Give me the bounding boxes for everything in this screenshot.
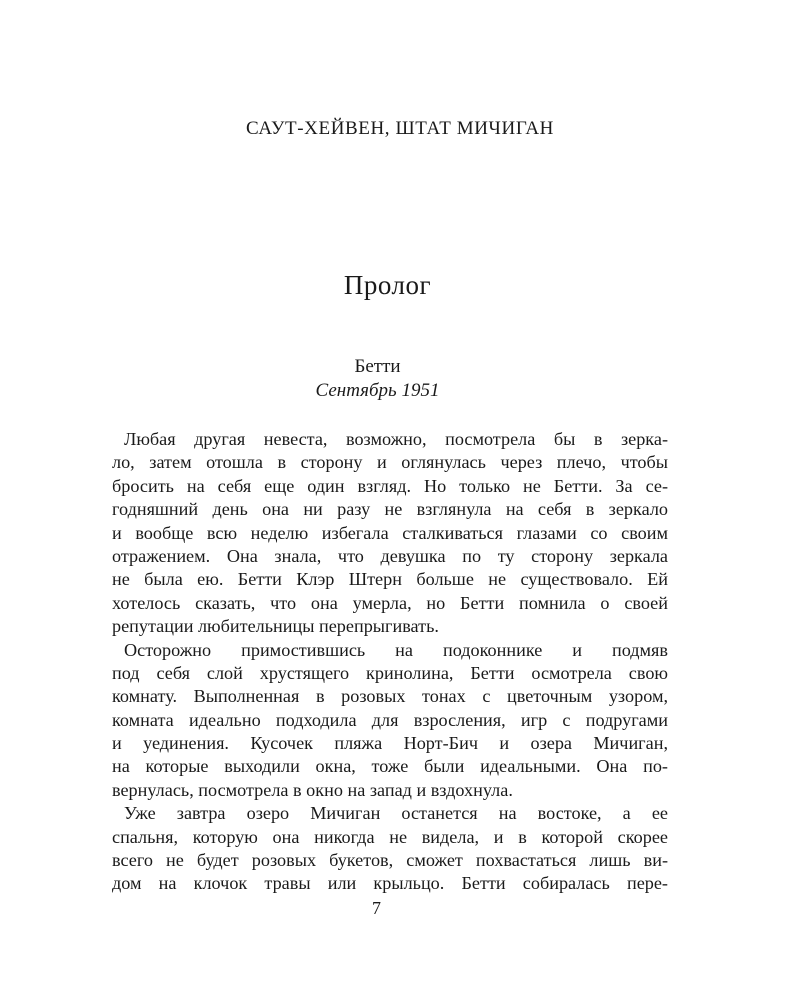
text-line: не была ею. Бетти Клэр Штерн больше не существовало. Ей xyxy=(112,569,668,590)
text-line: ло, затем отошла в сторону и оглянулась через плечо, чтобы xyxy=(112,452,668,473)
text-line: Уже завтра озеро Мичиган останется на востоке, а ее xyxy=(124,803,668,824)
text-line: репутации любительницы перепрыгивать. xyxy=(112,616,439,637)
text-line: вернулась, посмотрела в окно на запад и вздохнула. xyxy=(112,779,513,800)
text-line: под себя слой хрустящего кринолина, Бетти осмотрела свою xyxy=(112,662,668,683)
text-line: и вообще всю неделю избегала сталкиваться глазами со своим xyxy=(112,522,668,543)
text-line: Осторожно примостившись на подоконнике и подмяв xyxy=(124,639,668,660)
page-number: 7 xyxy=(372,898,381,918)
text-line: на которые выходили окна, тоже были идеальными. Она по- xyxy=(112,756,668,777)
text-line: комнату. Выполненная в розовых тонах с цветочным узором, xyxy=(112,686,668,707)
text-line: дом на клочок травы или крыльцо. Бетти собиралась пере- xyxy=(112,873,668,894)
chapter-title: Пролог xyxy=(343,270,432,300)
text-line: Любая другая невеста, возможно, посмотрела бы в зерка- xyxy=(124,429,668,449)
text-line: бросить на себя еще один взгляд. Но только не Бетти. За се- xyxy=(112,475,668,496)
text-line: всего не будет розовых букетов, сможет похвастаться лишь ви- xyxy=(112,850,668,871)
text-line: комната идеально подходила для взросления, игр с подругами xyxy=(112,709,668,730)
body-text xyxy=(112,428,668,896)
text-line: годняшний день она ни разу не взглянула на себя в зеркало xyxy=(112,499,668,520)
pov-character-name: Бетти xyxy=(354,356,401,377)
location-header: САУТ-ХЕЙВЕН, ШТАТ МИЧИГАН xyxy=(246,118,554,139)
text-line: и уединения. Кусочек пляжа Норт-Бич и озера Мичиган, xyxy=(112,733,668,754)
text-line: хотелось сказать, что она умерла, но Бетти помнила о своей xyxy=(112,592,668,613)
text-line: спальня, которую она никогда не видела, и в которой скорее xyxy=(112,826,668,847)
text-line: отражением. Она знала, что девушка по ту сторону зеркала xyxy=(112,545,668,566)
pov-date: Сентябрь 1951 xyxy=(315,380,440,401)
